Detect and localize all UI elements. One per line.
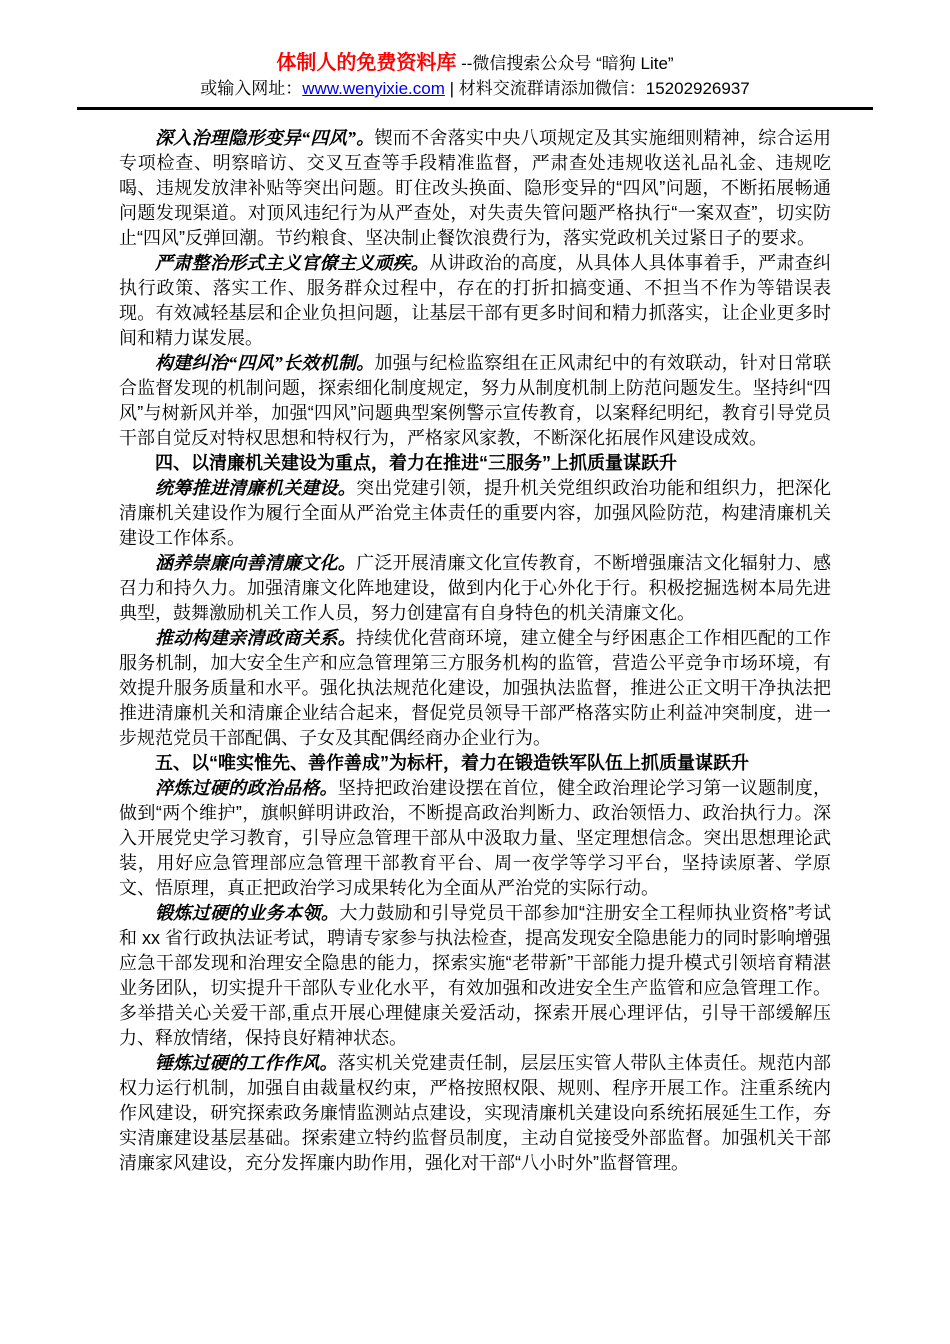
paragraph-lead: 锻炼过硬的业务本领。 (155, 903, 340, 923)
document-body (119, 126, 831, 1176)
header-divider (77, 107, 873, 110)
paragraph-professional-skills (119, 901, 831, 1051)
paragraph-clean-culture (119, 551, 831, 626)
paragraph-lead: 推动构建亲清政商关系。 (155, 628, 357, 648)
site-header (0, 0, 950, 110)
paragraph-text: 广泛开展清廉文化宣传教育，不断增强廉洁文化辐射力、感召力和持久力。加强清廉文化阵地建设，做到内化于心外化于行。积极挖掘选树本局先进典型，鼓舞激励机关工作人员，努力创建富有自身特色的机关清廉文化。 (119, 553, 832, 623)
paragraph-work-style (119, 1051, 831, 1176)
paragraph-formalism-bureaucratism (119, 251, 831, 351)
paragraph-text: 大力鼓励和引导党员干部参加“注册安全工程师执业资格”考试和 xx 省行政执法证考试，聘请专家参与执法检查，提高发现安全隐患能力的同时影响增强应急干部发现和治理安全隐患的能力，探索实施“老带新”干部能力提升模式引领培育精湛业务团队，切实提升干部队专业化水平，有效加强和改进安全生产监管和应急管理工作。多举措关心关爱干部,重点开展心理健康关爱活动，探索开展心理评估，引导干部缓解压力、释放情绪，保持良好精神状态。 (119, 903, 831, 1048)
header-separator: | (444, 79, 459, 98)
paragraph-text: 锲而不舍落实中央八项规定及其实施细则精神，综合运用专项检查、明察暗访、交叉互查等手段精准监督，严肃查处违规收送礼品礼金、违规吃喝、违规发放津补贴等突出问题。盯住改头换面、隐形变异的“四风”问题，不断拓展畅通问题发现渠道。对顶风违纪行为从严查处，对失责失管问题严格执行“一案双查”，切实防止“四风”反弹回潮。节约粮食、坚决制止餐饮浪费行为，落实党政机关过紧日子的要求。 (119, 128, 831, 248)
section-heading-five: 五、以“唯实惟先、善作善成”为标杆，着力在锻造铁军队伍上抓质量谋跃升 (155, 753, 749, 773)
paragraph-text: 持续优化营商环境，建立健全与纾困惠企工作相匹配的工作服务机制，加大安全生产和应急管理第三方服务机构的监管，营造公平竞争市场环境，有效提升服务质量和水平。强化执法规范化建设，加强执法监督，推进公正文明干净执法把推进清廉机关和清廉企业结合起来，督促党员领导干部严格落实防止利益冲突制度，进一步规范党员干部配偶、子女及其配偶经商办企业行为。 (119, 628, 832, 748)
wechat-group-label: 材料交流群请添加微信： (458, 79, 646, 98)
paragraph-text: 突出党建引领，提升机关党组织政治功能和组织力，把深化清廉机关建设作为履行全面从严治党主体责任的重要内容，加强风险防范，构建清廉机关建设工作体系。 (119, 478, 832, 548)
paragraph-hidden-four-winds (119, 126, 831, 251)
header-line-1 (0, 52, 950, 75)
paragraph-text: 加强与纪检监察组在正风肃纪中的有效联动，针对日常联合监督发现的机制问题，探索细化制度规定，努力从制度机制上防范问题发生。坚持纠“四风”与树新风并举，加强“四风”问题典型案例警示宣传教育，以案释纪明纪，教育引导党员干部自觉反对特权思想和特权行为，严格家风家教，不断深化拓展作风建设成效。 (119, 353, 831, 448)
paragraph-text: 从讲政治的高度，从具体人具体事着手，严肃查纠执行政策、落实工作、服务群众过程中，存在的打折扣搞变通、不担当不作为等错误表现。有效减轻基层和企业负担问题，让基层干部有更多时间和精力抓落实，让企业更多时间和精力谋发展。 (119, 253, 832, 348)
url-prefix-label: 或输入网址： (200, 79, 303, 98)
paragraph-text: 落实机关党建责任制，层层压实管人带队主体责任。规范内部权力运行机制，加强自由裁量权约束，严格按照权限、规则、程序开展工作。注重系统内作风建设，研究探索政务廉情监测站点建设，实现清廉机关建设向系统拓展延生工作，夯实清廉建设基层基础。探索建立特约监督员制度，主动自觉接受外部监督。加强机关干部清廉家风建设，充分发挥廉内助作用，强化对干部“八小时外”监督管理。 (119, 1053, 832, 1173)
paragraph-lead: 涵养崇廉向善清廉文化。 (155, 553, 357, 573)
brand-tagline: --微信搜索公众号 “暗狗 Lite” (456, 54, 674, 73)
paragraph-text: 坚持把政治建设摆在首位，健全政治理论学习第一议题制度，做到“两个维护”，旗帜鲜明讲政治，不断提高政治判断力、政治领悟力、政治执行力。深入开展党史学习教育，引导应急管理干部从中汲取力量、坚定理想信念。突出思想理论武装，用好应急管理部应急管理干部教育平台、周一夜学等学习平台，坚持读原著、学原文、悟原理，真正把政治学习成果转化为全面从严治党的实际行动。 (119, 778, 832, 898)
site-brand: 体制人的免费资料库 (276, 52, 457, 74)
paragraph-long-term-mechanism (119, 351, 831, 451)
paragraph-political-character (119, 776, 831, 901)
paragraph-lead: 深入治理隐形变异“四风”。 (155, 128, 375, 148)
paragraph-lead: 统筹推进清廉机关建设。 (155, 478, 357, 498)
paragraph-clean-agency-building (119, 476, 831, 551)
paragraph-lead: 淬炼过硬的政治品格。 (155, 778, 338, 798)
header-line-2 (0, 77, 950, 100)
website-link[interactable]: www.wenyixie.com (302, 79, 445, 98)
paragraph-lead: 构建纠治“四风”长效机制。 (155, 353, 375, 373)
paragraph-government-business-relations (119, 626, 831, 751)
paragraph-lead: 锤炼过硬的工作作风。 (155, 1053, 338, 1073)
paragraph-lead: 严肃整治形式主义官僚主义顽疾。 (155, 253, 430, 273)
wechat-number: 15202926937 (645, 79, 750, 98)
section-heading-four: 四、以清廉机关建设为重点，着力在推进“三服务”上抓质量谋跃升 (155, 453, 677, 473)
